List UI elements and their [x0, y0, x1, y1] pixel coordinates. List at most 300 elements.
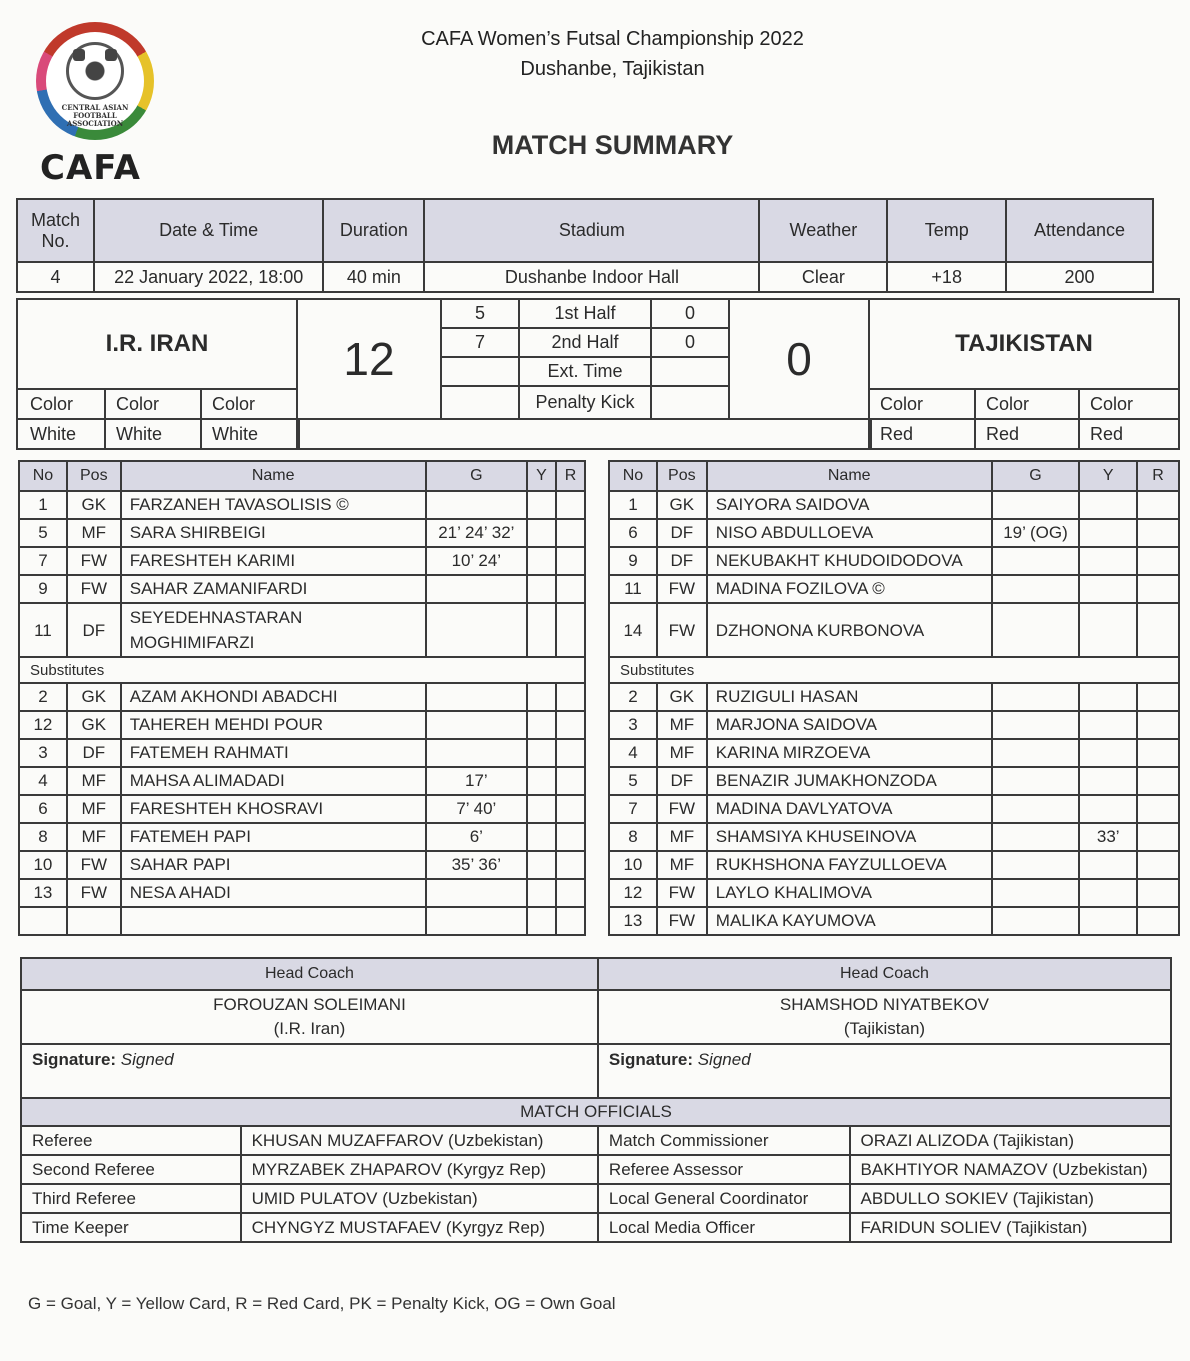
player-name: SHAMSIYA KHUSEINOVA [707, 823, 992, 851]
player-pos: MF [67, 823, 121, 851]
header-temp: Temp [887, 199, 1006, 262]
player-name: FARESHTEH KHOSRAVI [121, 795, 426, 823]
player-red [556, 739, 585, 767]
player-no: 12 [609, 879, 657, 907]
official-role: Time Keeper [21, 1213, 241, 1242]
player-yellow [527, 519, 556, 547]
player-red [1137, 739, 1179, 767]
player-name: FARESHTEH KARIMI [121, 547, 426, 575]
header-duration: Duration [323, 199, 424, 262]
player-goals [992, 879, 1080, 907]
player-name: RUKHSHONA FAYZULLOEVA [707, 851, 992, 879]
table-row [19, 575, 585, 603]
player-yellow [1079, 491, 1137, 519]
player-pos: GK [67, 491, 121, 519]
roster-header-row [609, 461, 1179, 491]
official-role: Second Referee [21, 1155, 241, 1184]
player-name: FARZANEH TAVASOLISIS © [121, 491, 426, 519]
player-goals: 35’ 36’ [426, 851, 527, 879]
player-red [556, 603, 585, 657]
header-weather: Weather [759, 199, 887, 262]
championship-location: Dushanbe, Tajikistan [520, 58, 705, 80]
score-spacer [298, 418, 872, 450]
official-row [21, 1213, 1171, 1242]
away-coach-team: (Tajikistan) [843, 1019, 926, 1038]
logo-small-text: CENTRAL ASIAN FOOTBALL ASSOCIATION [61, 103, 129, 128]
player-no: 4 [609, 739, 657, 767]
player-pos: MF [67, 795, 121, 823]
player-red [1137, 795, 1179, 823]
player-name: MAHSA ALIMADADI [121, 767, 426, 795]
table-row [609, 711, 1179, 739]
player-red [1137, 767, 1179, 795]
officials-header: MATCH OFFICIALS [21, 1098, 1171, 1126]
player-yellow: 33’ [1079, 823, 1137, 851]
home-color-value: White [104, 418, 202, 450]
substitutes-row [19, 657, 585, 683]
col-pos: Pos [67, 461, 121, 491]
player-no: 13 [609, 907, 657, 935]
player-yellow [1079, 603, 1137, 657]
player-name: SAHAR ZAMANIFARDI [121, 575, 426, 603]
player-no: 5 [19, 519, 67, 547]
player-no: 1 [19, 491, 67, 519]
player-pos: MF [657, 823, 707, 851]
player-name: MADINA FOZILOVA © [707, 575, 992, 603]
player-goals [992, 683, 1080, 711]
home-penalty [440, 385, 520, 420]
table-row [19, 823, 585, 851]
player-yellow [527, 547, 556, 575]
away-goals: 0 [728, 298, 870, 420]
home-color-label: Color [200, 388, 298, 420]
player-name: AZAM AKHONDI ABADCHI [121, 683, 426, 711]
official-row [21, 1126, 1171, 1155]
player-red [1137, 683, 1179, 711]
player-yellow [1079, 519, 1137, 547]
signature-row [21, 1044, 1171, 1098]
player-yellow [527, 879, 556, 907]
score-block [16, 298, 1180, 450]
duration-value: 40 min [323, 262, 424, 292]
col-name: Name [121, 461, 426, 491]
player-yellow [527, 795, 556, 823]
player-pos: DF [657, 547, 707, 575]
player-red [1137, 823, 1179, 851]
legend: G = Goal, Y = Yellow Card, R = Red Card, PK = Penalty Kick, OG = Own Goal [28, 1294, 616, 1313]
period-label: Penalty Kick [518, 385, 652, 420]
player-no: 11 [19, 603, 67, 657]
table-row [609, 823, 1179, 851]
match-info-value-row [17, 262, 1153, 292]
player-no: 5 [609, 767, 657, 795]
away-first-half: 0 [650, 298, 730, 329]
player-goals [992, 739, 1080, 767]
player-red [1137, 851, 1179, 879]
official-name: MYRZABEK ZHAPAROV (Kyrgyz Rep) [241, 1155, 598, 1184]
away-color-label: Color [974, 388, 1080, 420]
home-second-half: 7 [440, 327, 520, 358]
weather-value: Clear [759, 262, 887, 292]
home-color-label: Color [104, 388, 202, 420]
player-no: 9 [609, 547, 657, 575]
player-goals [426, 739, 527, 767]
player-pos: GK [657, 683, 707, 711]
player-name: TAHEREH MEHDI POUR [121, 711, 426, 739]
player-red [1137, 547, 1179, 575]
table-row [19, 739, 585, 767]
period-label: Ext. Time [518, 356, 652, 387]
player-red [1137, 879, 1179, 907]
player-no: 2 [609, 683, 657, 711]
player-no: 1 [609, 491, 657, 519]
player-yellow [1079, 739, 1137, 767]
player-goals [426, 683, 527, 711]
col-pos: Pos [657, 461, 707, 491]
away-color-value: Red [974, 418, 1080, 450]
player-no: 10 [609, 851, 657, 879]
player-goals [426, 491, 527, 519]
official-role: Referee [21, 1126, 241, 1155]
player-goals: 21’ 24’ 32’ [426, 519, 527, 547]
player-goals [426, 711, 527, 739]
match-info-header-row [17, 199, 1153, 262]
football-icon [66, 42, 124, 100]
signature-value: Signed [120, 1050, 174, 1069]
table-row [609, 575, 1179, 603]
player-no: 11 [609, 575, 657, 603]
table-row [19, 683, 585, 711]
player-goals [992, 711, 1080, 739]
player-name: MARJONA SAIDOVA [707, 711, 992, 739]
away-coach-name: SHAMSHOD NIYATBEKOV [779, 995, 989, 1014]
player-pos: DF [657, 519, 707, 547]
player-goals: 7’ 40’ [426, 795, 527, 823]
home-ext-time [440, 356, 520, 387]
player-red [556, 851, 585, 879]
player-name: SARA SHIRBEIGI [121, 519, 426, 547]
player-name: NISO ABDULLOEVA [707, 519, 992, 547]
home-color-label: Color [16, 388, 106, 420]
player-red [556, 519, 585, 547]
table-row-empty [19, 907, 585, 935]
substitutes-row [609, 657, 1179, 683]
table-row [19, 879, 585, 907]
player-no: 8 [609, 823, 657, 851]
home-first-half: 5 [440, 298, 520, 329]
col-yellow: Y [1079, 461, 1137, 491]
player-red [556, 575, 585, 603]
player-goals [992, 491, 1080, 519]
player-yellow [527, 823, 556, 851]
player-yellow [1079, 683, 1137, 711]
official-name: CHYNGYZ MUSTAFAEV (Kyrgyz Rep) [241, 1213, 598, 1242]
player-no: 12 [19, 711, 67, 739]
cafa-logo [30, 22, 160, 187]
player-red [556, 683, 585, 711]
player-red [1137, 491, 1179, 519]
col-goals: G [992, 461, 1080, 491]
date-time-value: 22 January 2022, 18:00 [94, 262, 323, 292]
away-roster-table [608, 460, 1180, 936]
table-row [19, 547, 585, 575]
away-color-value: Red [868, 418, 976, 450]
stadium-value: Dushanbe Indoor Hall [424, 262, 759, 292]
player-pos: FW [67, 547, 121, 575]
away-signature [598, 1044, 1171, 1098]
official-name: BAKHTIYOR NAMAZOV (Uzbekistan) [850, 1155, 1171, 1184]
player-name: NEKUBAKHT KHUDOIDODOVA [707, 547, 992, 575]
player-yellow [527, 851, 556, 879]
player-goals [992, 603, 1080, 657]
player-pos: MF [67, 767, 121, 795]
player-no: 7 [609, 795, 657, 823]
player-red [556, 879, 585, 907]
player-pos: FW [657, 795, 707, 823]
col-goals: G [426, 461, 527, 491]
player-name: MADINA DAVLYATOVA [707, 795, 992, 823]
home-color-value: White [16, 418, 106, 450]
player-pos: DF [67, 739, 121, 767]
player-yellow [1079, 851, 1137, 879]
home-goals: 12 [296, 298, 442, 420]
player-name: LAYLO KHALIMOVA [707, 879, 992, 907]
coach-name-row [21, 990, 1171, 1044]
player-goals: 19’ (OG) [992, 519, 1080, 547]
player-no: 2 [19, 683, 67, 711]
player-goals: 6’ [426, 823, 527, 851]
player-yellow [1079, 795, 1137, 823]
table-row [609, 879, 1179, 907]
official-name: KHUSAN MUZAFFAROV (Uzbekistan) [241, 1126, 598, 1155]
table-row [19, 603, 585, 657]
player-no: 8 [19, 823, 67, 851]
player-red [556, 767, 585, 795]
player-pos: FW [657, 575, 707, 603]
match-info-table [16, 198, 1154, 293]
championship-title: CAFA Women’s Futsal Championship 2022 [421, 28, 804, 50]
player-red [556, 711, 585, 739]
substitutes-label: Substitutes [609, 657, 1179, 683]
table-row [19, 795, 585, 823]
home-signature [21, 1044, 598, 1098]
player-name: SAHAR PAPI [121, 851, 426, 879]
away-coach-header: Head Coach [598, 958, 1171, 990]
player-pos: GK [67, 683, 121, 711]
player-yellow [527, 491, 556, 519]
player-goals [426, 575, 527, 603]
player-goals: 17’ [426, 767, 527, 795]
player-goals [992, 547, 1080, 575]
roster-header-row [19, 461, 585, 491]
player-pos: GK [67, 711, 121, 739]
table-row [609, 491, 1179, 519]
period-label: 2nd Half [518, 327, 652, 358]
away-color-label: Color [868, 388, 976, 420]
page-title: MATCH SUMMARY [491, 130, 734, 160]
player-name: DZHONONA KURBONOVA [707, 603, 992, 657]
player-red [556, 491, 585, 519]
player-no: 13 [19, 879, 67, 907]
col-red: R [1137, 461, 1179, 491]
player-yellow [1079, 767, 1137, 795]
signature-value: Signed [697, 1050, 751, 1069]
player-pos: FW [67, 575, 121, 603]
player-name: FATEMEH PAPI [121, 823, 426, 851]
temp-value: +18 [887, 262, 1006, 292]
table-row [19, 519, 585, 547]
coach-header-row [21, 958, 1171, 990]
player-pos: FW [657, 879, 707, 907]
player-pos: FW [67, 851, 121, 879]
player-pos: FW [67, 879, 121, 907]
substitutes-label: Substitutes [19, 657, 585, 683]
official-name: ABDULLO SOKIEV (Tajikistan) [850, 1184, 1171, 1213]
official-role: Local Media Officer [598, 1213, 850, 1242]
table-row [19, 851, 585, 879]
player-name: BENAZIR JUMAKHONZODA [707, 767, 992, 795]
official-name: UMID PULATOV (Uzbekistan) [241, 1184, 598, 1213]
player-red [556, 795, 585, 823]
player-goals [992, 795, 1080, 823]
signature-label: Signature: [608, 1050, 693, 1069]
player-red [1137, 907, 1179, 935]
player-no: 3 [19, 739, 67, 767]
player-pos: MF [657, 851, 707, 879]
player-yellow [527, 683, 556, 711]
player-red [556, 547, 585, 575]
table-row [19, 491, 585, 519]
away-color-label: Color [1078, 388, 1180, 420]
home-color-value: White [200, 418, 298, 450]
col-yellow: Y [527, 461, 556, 491]
official-row [21, 1155, 1171, 1184]
player-yellow [1079, 907, 1137, 935]
official-row [21, 1184, 1171, 1213]
player-yellow [527, 575, 556, 603]
table-row [609, 907, 1179, 935]
table-row [609, 547, 1179, 575]
logo-word: CAFA [40, 148, 141, 188]
player-goals: 10’ 24’ [426, 547, 527, 575]
official-role: Referee Assessor [598, 1155, 850, 1184]
player-goals [992, 767, 1080, 795]
player-name-line2: MOGHIMIFARZI [129, 633, 255, 652]
player-no: 7 [19, 547, 67, 575]
home-coach-header: Head Coach [21, 958, 598, 990]
table-row [609, 767, 1179, 795]
official-role: Local General Coordinator [598, 1184, 850, 1213]
player-yellow [527, 739, 556, 767]
player-pos: DF [67, 603, 121, 657]
player-red [1137, 711, 1179, 739]
header-date-time: Date & Time [94, 199, 323, 262]
away-coach [598, 990, 1171, 1044]
player-yellow [527, 711, 556, 739]
table-row [609, 683, 1179, 711]
player-no: 10 [19, 851, 67, 879]
player-goals [992, 575, 1080, 603]
player-name: RUZIGULI HASAN [707, 683, 992, 711]
player-no: 14 [609, 603, 657, 657]
away-color-value: Red [1078, 418, 1180, 450]
period-label: 1st Half [518, 298, 652, 329]
col-no: No [19, 461, 67, 491]
table-row [609, 739, 1179, 767]
player-goals [426, 603, 527, 657]
player-yellow [1079, 547, 1137, 575]
player-red [556, 823, 585, 851]
signature-label: Signature: [32, 1050, 117, 1069]
player-name: NESA AHADI [121, 879, 426, 907]
table-row [19, 767, 585, 795]
player-pos: MF [657, 711, 707, 739]
player-yellow [1079, 711, 1137, 739]
player-name: KARINA MIRZOEVA [707, 739, 992, 767]
player-pos: FW [657, 907, 707, 935]
player-yellow [1079, 575, 1137, 603]
player-goals [992, 823, 1080, 851]
table-row [609, 519, 1179, 547]
header-stadium: Stadium [424, 199, 759, 262]
official-name: ORAZI ALIZODA (Tajikistan) [850, 1126, 1171, 1155]
header-match-no: Match No. [17, 199, 94, 262]
player-no: 4 [19, 767, 67, 795]
player-pos: GK [657, 491, 707, 519]
home-coach-team: (I.R. Iran) [273, 1019, 346, 1038]
player-red [1137, 519, 1179, 547]
player-no: 6 [609, 519, 657, 547]
player-goals [992, 907, 1080, 935]
col-name: Name [707, 461, 992, 491]
table-row [609, 851, 1179, 879]
player-name: SAIYORA SAIDOVA [707, 491, 992, 519]
player-no: 9 [19, 575, 67, 603]
player-yellow [527, 603, 556, 657]
player-yellow [1079, 879, 1137, 907]
col-no: No [609, 461, 657, 491]
player-pos: MF [657, 739, 707, 767]
home-roster-table [18, 460, 586, 936]
player-name [121, 603, 426, 657]
officials-header-row [21, 1098, 1171, 1126]
home-coach-name: FOROUZAN SOLEIMANI [213, 995, 406, 1014]
table-row [609, 603, 1179, 657]
player-red [1137, 575, 1179, 603]
player-yellow [527, 767, 556, 795]
away-penalty [650, 385, 730, 420]
away-team-name: TAJIKISTAN [868, 298, 1180, 390]
player-goals [426, 879, 527, 907]
table-row [609, 795, 1179, 823]
player-no: 6 [19, 795, 67, 823]
table-row [19, 711, 585, 739]
player-red [1137, 603, 1179, 657]
player-name: FATEMEH RAHMATI [121, 739, 426, 767]
coaches-officials-table [20, 957, 1172, 1243]
player-name-line1: SEYEDEHNASTARAN [129, 608, 303, 627]
player-pos: FW [657, 603, 707, 657]
match-no-value: 4 [17, 262, 94, 292]
attendance-value: 200 [1006, 262, 1153, 292]
official-role: Third Referee [21, 1184, 241, 1213]
col-red: R [556, 461, 585, 491]
official-name: FARIDUN SOLIEV (Tajikistan) [850, 1213, 1171, 1242]
player-pos: MF [67, 519, 121, 547]
player-name: MALIKA KAYUMOVA [707, 907, 992, 935]
home-coach [21, 990, 598, 1044]
away-second-half: 0 [650, 327, 730, 358]
